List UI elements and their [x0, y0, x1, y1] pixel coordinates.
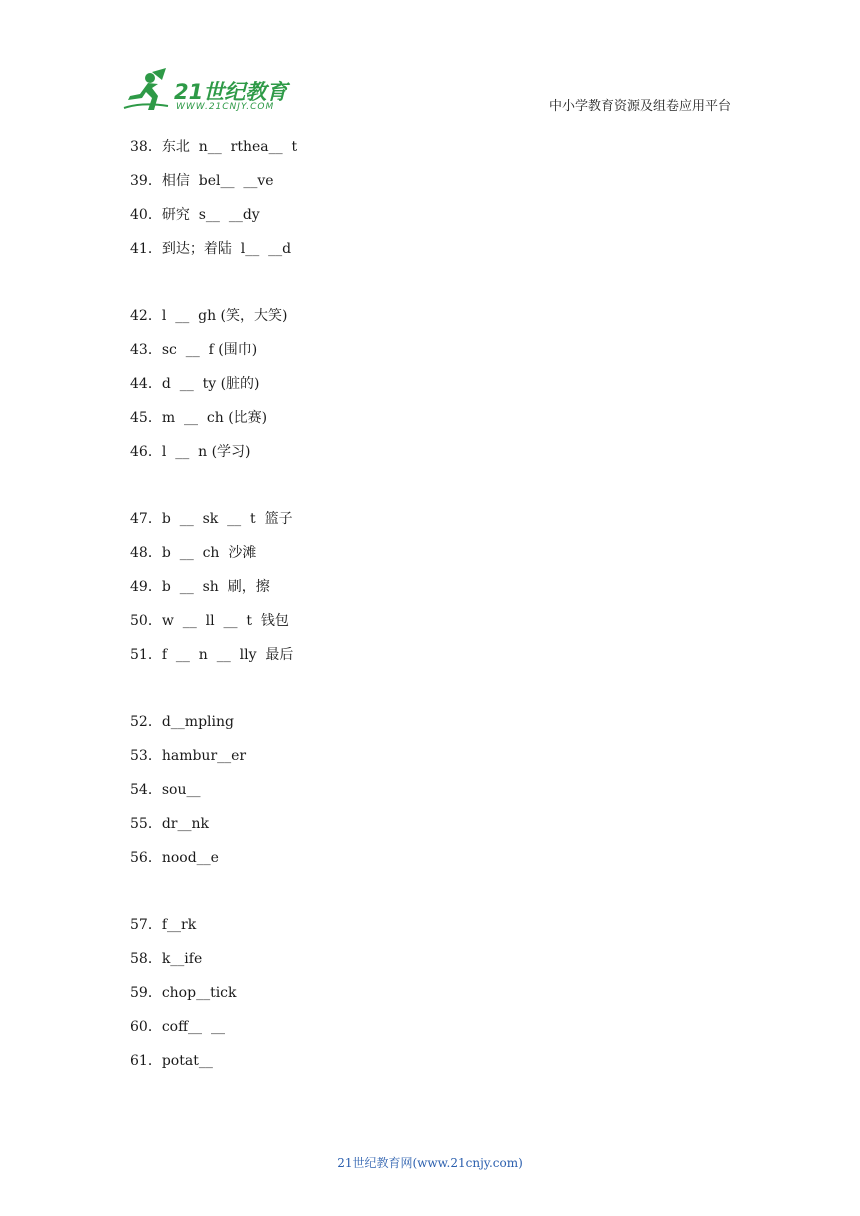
page-footer: 21世纪教育网(www.21cnjy.com): [337, 1156, 523, 1170]
list-item: 60．coff__ __: [130, 1019, 225, 1035]
list-item: 50．w __ ll __ t 钱包: [130, 613, 289, 629]
list-item: 58．k__ife: [130, 951, 203, 967]
list-item: 48．b __ ch 沙滩: [130, 545, 257, 561]
page-header: [0, 0, 860, 130]
header-platform-name: 中小学教育资源及组卷应用平台: [549, 99, 732, 114]
logo-url: WWW.21CNJY.COM: [176, 102, 275, 112]
list-item: 45．m __ ch (比赛): [130, 410, 268, 426]
list-item: 53．hambur__er: [130, 748, 247, 764]
list-item: 41．到达；着陆 l__ __d: [130, 241, 292, 257]
list-item: 46．l __ n (学习): [130, 444, 251, 460]
logo-wordmark: 21世纪教育: [174, 80, 288, 104]
list-item: 38．东北 n__ rthea__ t: [130, 139, 298, 155]
list-item: 56．nood__e: [130, 850, 219, 866]
list-item: 59．chop__tick: [130, 985, 237, 1001]
list-item: 55．dr__nk: [130, 816, 209, 832]
list-item: 43．sc __ f (围巾): [130, 342, 258, 358]
list-item: 40．研究 s__ __dy: [130, 207, 260, 223]
list-item: 47．b __ sk __ t 篮子: [130, 511, 293, 527]
list-item: 57．f__rk: [130, 917, 197, 933]
runner-logo-icon: [122, 68, 174, 112]
list-item: 51．f __ n __ lly 最后: [130, 647, 294, 663]
list-item: 52．d__mpling: [130, 714, 234, 730]
list-item: 49．b __ sh 刷，擦: [130, 579, 270, 595]
site-logo: [122, 68, 292, 118]
list-item: 42．l __ gh (笑，大笑): [130, 308, 288, 324]
list-item: 39．相信 bel__ __ve: [130, 173, 274, 189]
list-item: 44．d __ ty (脏的): [130, 376, 260, 392]
list-item: 61．potat__: [130, 1053, 213, 1069]
list-item: 54．sou__: [130, 782, 201, 798]
